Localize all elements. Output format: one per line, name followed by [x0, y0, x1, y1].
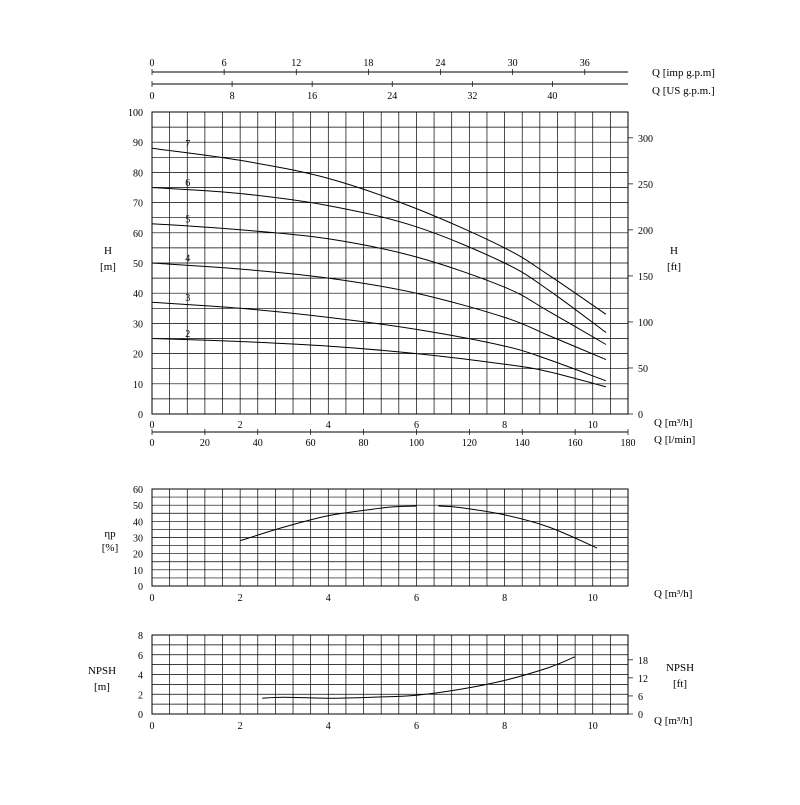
head-curve-stage-6 [152, 188, 606, 333]
lmin-tick-label: 120 [461, 438, 477, 449]
head-ft-tick-label: 300 [638, 133, 653, 145]
eff-curve-right [439, 506, 598, 548]
eff-y-tick-label: 60 [133, 485, 143, 496]
head-ft-tick-label: 200 [638, 225, 653, 237]
eff-y-tick-label: 20 [133, 549, 143, 561]
imp-gpm-tick-label: 12 [291, 58, 302, 69]
lmin-tick-label: 60 [305, 438, 316, 449]
us-gpm-tick-label: 8 [229, 91, 235, 102]
head-curve-stage-2 [152, 339, 606, 387]
head-x-tick-label: 8 [502, 420, 508, 431]
head-y-axis-unit: [m] [100, 261, 116, 273]
lmin-tick-label: 160 [567, 438, 583, 449]
lmin-tick-label: 20 [199, 438, 210, 449]
eff-y-tick-label: 0 [138, 582, 143, 593]
us-gpm-tick-label: 16 [307, 91, 318, 102]
eff-y-axis-title: ηp [104, 528, 116, 540]
head-curve-label: 6 [185, 178, 191, 190]
npsh-ft-tick-label: 0 [638, 710, 643, 721]
eff-x-tick-label: 10 [587, 593, 598, 604]
head-y-tick-label: 50 [133, 259, 143, 270]
lmin-tick-label: 140 [514, 438, 530, 449]
head-y-tick-label: 90 [133, 138, 143, 150]
head-y-tick-label: 40 [133, 289, 143, 301]
head-x-tick-label: 0 [149, 420, 155, 431]
eff-y-tick-label: 10 [133, 565, 143, 577]
head-y-tick-label: 10 [133, 379, 143, 391]
lmin-tick-label: 80 [358, 438, 369, 449]
eff-x-axis-title: Q [m³/h] [654, 588, 693, 600]
lmin-tick-label: 40 [252, 438, 263, 449]
eff-x-tick-label: 8 [502, 593, 508, 604]
head-curve-label: 2 [185, 329, 191, 341]
npsh-right-axis-title: NPSH [665, 662, 695, 674]
eff-x-tick-label: 0 [149, 593, 155, 604]
head-y-tick-label: 60 [133, 228, 143, 240]
head-right-axis-title: H [670, 245, 678, 257]
head-y-tick-label: 0 [138, 410, 143, 421]
npsh-y-tick-label: 6 [138, 650, 143, 662]
head-ft-tick-label: 100 [638, 317, 653, 329]
lmin-axis-title: Q [l/min] [654, 434, 696, 446]
head-ft-tick-label: 0 [638, 410, 643, 421]
head-y-tick-label: 70 [133, 198, 143, 210]
eff-y-tick-label: 40 [133, 517, 143, 529]
head-x-tick-label: 6 [413, 420, 419, 431]
head-curve-label: 5 [185, 214, 191, 226]
us-gpm-tick-label: 40 [547, 91, 558, 102]
npsh-y-axis-unit: [m] [94, 681, 110, 693]
npsh-ft-tick-label: 18 [638, 655, 648, 667]
head-y-tick-label: 20 [133, 349, 143, 361]
npsh-y-tick-label: 8 [138, 631, 143, 642]
eff-y-tick-label: 30 [133, 533, 143, 545]
npsh-x-tick-label: 8 [502, 721, 508, 732]
eff-x-tick-label: 4 [325, 593, 331, 604]
eff-y-tick-label: 50 [133, 501, 143, 513]
head-x-tick-label: 4 [325, 420, 331, 431]
head-curve-label: 4 [185, 253, 191, 265]
npsh-x-tick-label: 6 [413, 721, 419, 732]
head-curve-stage-5 [152, 224, 606, 345]
imp-gpm-tick-label: 30 [507, 58, 518, 69]
lmin-tick-label: 100 [408, 438, 424, 449]
head-y-tick-label: 100 [128, 108, 143, 119]
eff-y-axis-unit: [%] [101, 542, 119, 554]
us-gpm-tick-label: 24 [387, 91, 398, 102]
imp-gpm-tick-label: 24 [435, 58, 446, 69]
npsh-ft-tick-label: 6 [638, 691, 643, 703]
npsh-x-tick-label: 2 [237, 721, 243, 732]
imp-gpm-tick-label: 36 [579, 58, 590, 69]
head-ft-tick-label: 50 [638, 363, 648, 375]
head-y-tick-label: 80 [133, 168, 143, 180]
npsh-x-tick-label: 0 [149, 721, 155, 732]
us-gpm-tick-label: 32 [467, 91, 478, 102]
head-y-axis-title: H [104, 245, 112, 257]
us-gpm-axis-title: Q [US g.p.m.] [652, 85, 715, 97]
head-x-tick-label: 10 [587, 420, 598, 431]
head-x-axis-title: Q [m³/h] [654, 417, 693, 429]
lmin-tick-label: 180 [620, 438, 636, 449]
head-right-axis-unit: [ft] [666, 261, 682, 273]
imp-gpm-tick-label: 18 [363, 58, 374, 69]
us-gpm-tick-label: 0 [149, 91, 155, 102]
npsh-ft-tick-label: 12 [638, 673, 648, 685]
imp-gpm-tick-label: 0 [149, 58, 155, 69]
imp-gpm-axis-title: Q [imp g.p.m] [652, 67, 715, 79]
npsh-right-axis-unit: [ft] [672, 678, 688, 690]
head-curve-stage-4 [152, 263, 606, 360]
npsh-x-tick-label: 4 [325, 721, 331, 732]
head-x-tick-label: 2 [237, 420, 243, 431]
head-ft-tick-label: 150 [638, 271, 653, 283]
eff-x-tick-label: 6 [413, 593, 419, 604]
npsh-y-tick-label: 4 [138, 670, 143, 682]
head-ft-tick-label: 250 [638, 179, 653, 191]
imp-gpm-tick-label: 6 [221, 58, 227, 69]
lmin-tick-label: 0 [149, 438, 155, 449]
npsh-curve [262, 657, 575, 699]
npsh-y-tick-label: 0 [138, 710, 143, 721]
head-y-tick-label: 30 [133, 319, 143, 331]
head-curve-label: 3 [185, 292, 191, 304]
head-curve-stage-7 [152, 148, 606, 314]
npsh-x-tick-label: 10 [587, 721, 598, 732]
npsh-x-axis-title: Q [m³/h] [654, 715, 693, 727]
npsh-y-tick-label: 2 [138, 690, 143, 702]
npsh-y-axis-title: NPSH [87, 665, 117, 677]
head-curve-label: 7 [185, 138, 191, 150]
eff-x-tick-label: 2 [237, 593, 243, 604]
